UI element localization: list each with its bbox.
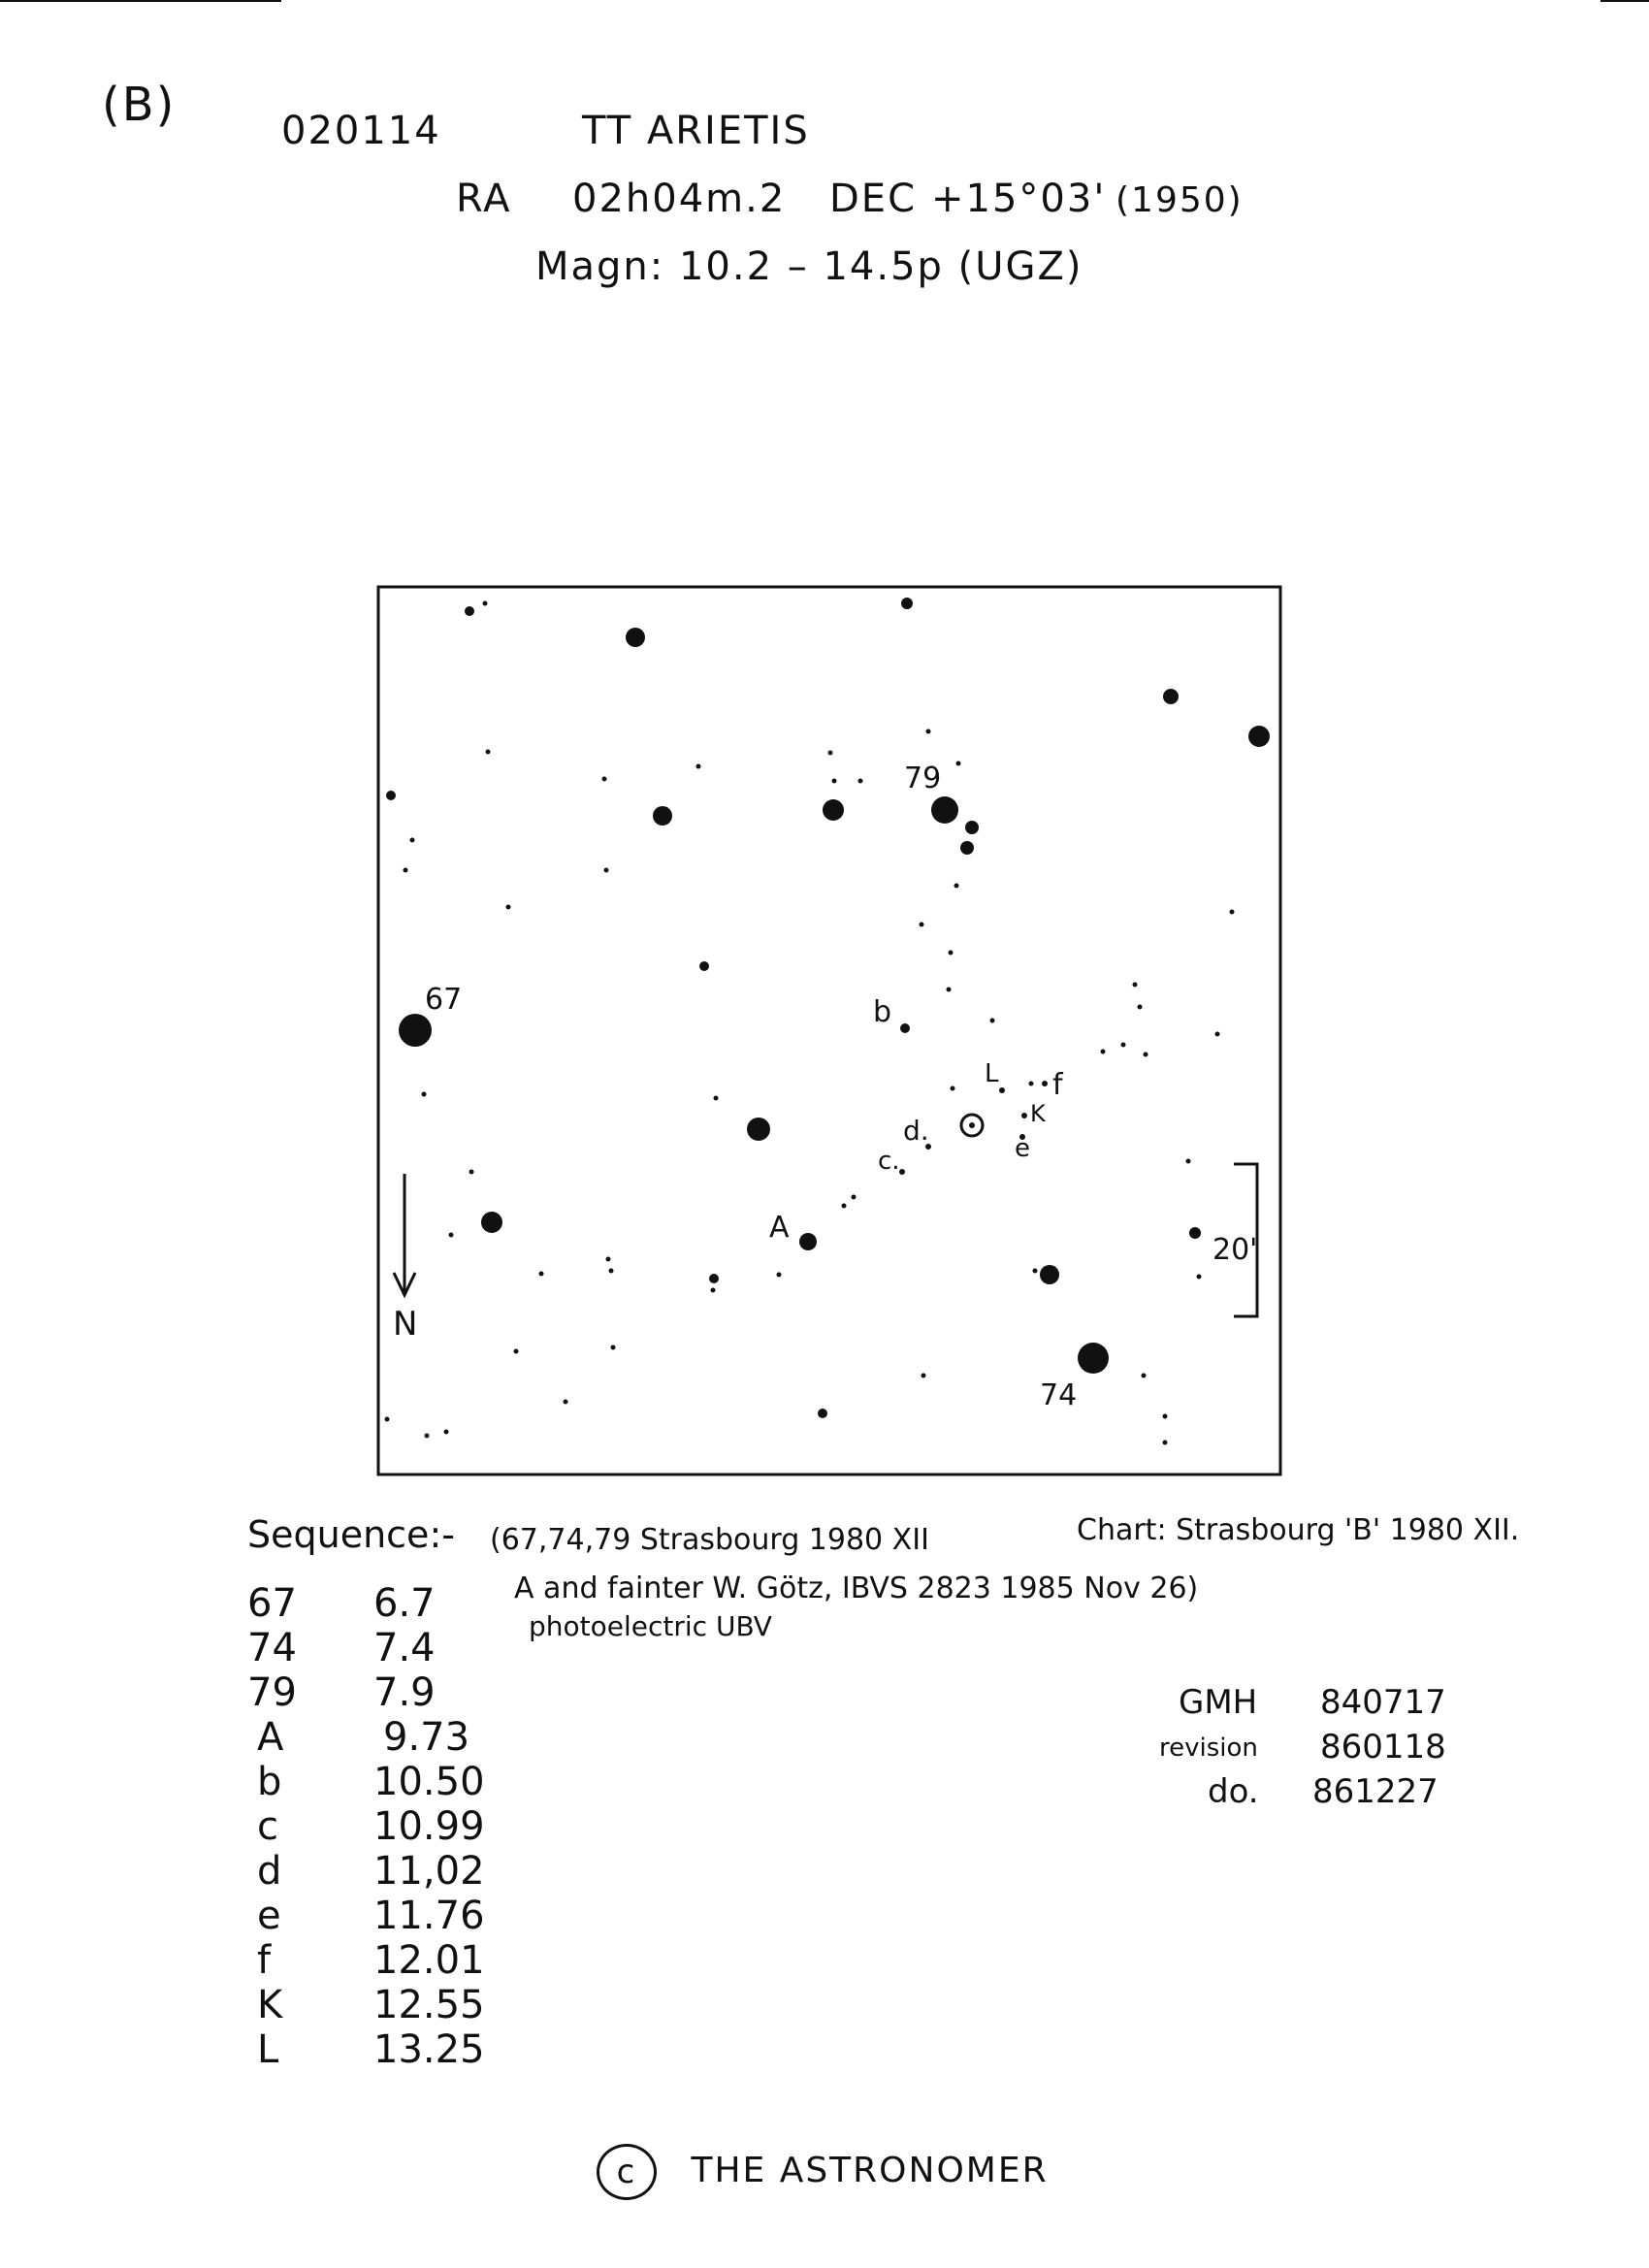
variable-star-center [969, 1122, 975, 1128]
row-mag: 13.25 [373, 2027, 485, 2072]
label-f: f [1052, 1068, 1063, 1102]
row-mag: 9.73 [383, 1715, 470, 1760]
credit-date: 860118 [1320, 1728, 1446, 1766]
sequence-note-1: (67,74,79 Strasbourg 1980 XII [490, 1523, 929, 1557]
row-star: K [257, 1983, 283, 2027]
row-mag: 7.9 [373, 1670, 436, 1715]
label-79: 79 [904, 761, 942, 795]
star [1040, 1265, 1059, 1284]
label-d: d. [903, 1115, 929, 1147]
dec-value: +15°03' [931, 177, 1107, 221]
row-mag: 11.76 [373, 1894, 485, 1938]
credit-who: GMH [1179, 1683, 1258, 1722]
copyright [597, 2144, 1049, 2200]
credit-who: do. [1208, 1772, 1259, 1811]
row-mag: 10.99 [373, 1804, 485, 1849]
chart-code: 020114 [281, 109, 441, 153]
row-star: 67 [247, 1581, 297, 1626]
star [823, 799, 844, 821]
label-K: K [1030, 1100, 1046, 1127]
star [747, 1118, 770, 1141]
row-mag: 6.7 [373, 1581, 436, 1626]
chart-id: (B) [102, 78, 177, 132]
sequence-note-2: A and fainter W. Götz, IBVS 2823 1985 Nov 26) [514, 1571, 1199, 1605]
star [1163, 689, 1179, 704]
star-name: TT ARIETIS [582, 109, 810, 153]
north-label: N [393, 1305, 418, 1344]
dec-label: DEC [829, 177, 918, 221]
star [481, 1212, 502, 1233]
row-mag: 12.01 [373, 1938, 485, 1983]
row-star: f [257, 1938, 272, 1983]
star [901, 598, 913, 609]
row-mag: 7.4 [373, 1626, 436, 1670]
label-74: 74 [1040, 1378, 1078, 1412]
star-c [899, 1169, 905, 1175]
copyright-icon: c [597, 2144, 657, 2200]
credit-date: 861227 [1312, 1772, 1439, 1811]
star [1189, 1227, 1201, 1239]
row-star: d [257, 1849, 282, 1894]
row-star: A [257, 1715, 284, 1760]
sequence-note-3: photoelectric UBV [529, 1610, 772, 1642]
label-L: L [985, 1059, 999, 1088]
row-mag: 11,02 [373, 1849, 485, 1894]
epoch: (1950) [1116, 180, 1244, 220]
label-67: 67 [425, 983, 463, 1017]
star [818, 1409, 827, 1418]
chart-frame [378, 587, 1280, 1474]
row-star: e [257, 1894, 281, 1938]
star [709, 1274, 719, 1283]
star [1248, 726, 1270, 747]
star [965, 821, 979, 834]
label-A: A [769, 1211, 790, 1245]
star [699, 961, 709, 971]
star [960, 841, 974, 855]
credit-date: 840717 [1320, 1683, 1446, 1722]
star [465, 606, 474, 616]
star [386, 791, 396, 800]
star-A [799, 1233, 817, 1250]
label-e: e [1015, 1134, 1030, 1163]
ra-label: RA [456, 177, 512, 221]
label-b: b [873, 995, 892, 1029]
publisher-name: THE ASTRONOMER [691, 2151, 1049, 2190]
chart-source: Chart: Strasbourg 'B' 1980 XII. [1077, 1513, 1520, 1547]
star-67 [399, 1014, 432, 1047]
sequence-title: Sequence:- [247, 1513, 455, 1556]
star-79 [931, 796, 958, 824]
row-star: 74 [247, 1626, 297, 1670]
star-f [1042, 1081, 1048, 1086]
magnitude-range: Magn: 10.2 – 14.5p (UGZ) [535, 244, 1083, 289]
credit-who: revision [1159, 1733, 1258, 1763]
star [653, 806, 672, 826]
star-L [999, 1087, 1005, 1093]
row-mag: 10.50 [373, 1760, 485, 1804]
label-c: c. [878, 1147, 900, 1176]
row-star: L [257, 2027, 279, 2072]
star [626, 628, 645, 647]
row-mag: 12.55 [373, 1983, 485, 2027]
row-star: c [257, 1804, 278, 1849]
star-K [1021, 1113, 1027, 1118]
ra-value: 02h04m.2 [572, 177, 787, 221]
faint-stars [385, 601, 1235, 1445]
star-74 [1078, 1343, 1109, 1374]
row-star: 79 [247, 1670, 297, 1715]
scale-label: 20' [1212, 1233, 1258, 1267]
row-star: b [257, 1760, 282, 1804]
star-b [900, 1023, 910, 1033]
